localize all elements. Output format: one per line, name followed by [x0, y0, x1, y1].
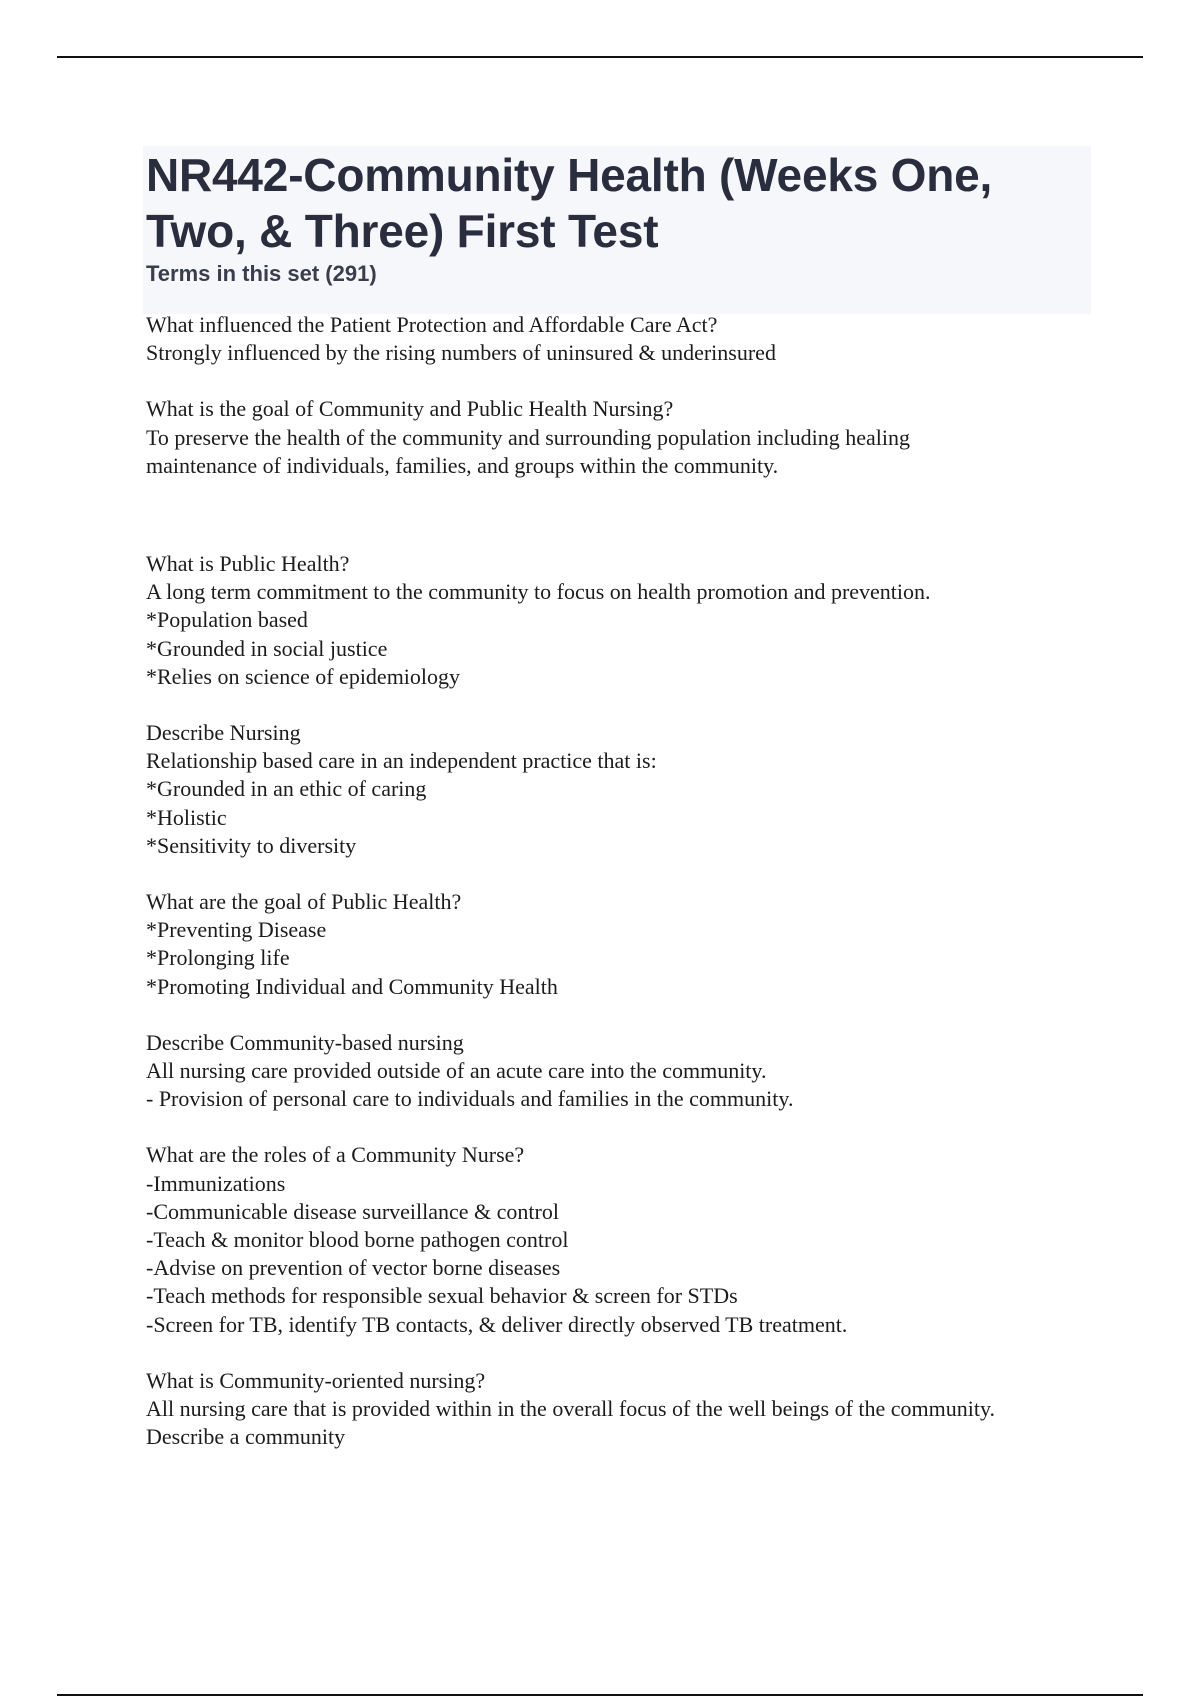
term-answer-line: To preserve the health of the community and surrounding population including healing	[146, 424, 911, 450]
term-answer-line: *Prolonging life	[146, 945, 290, 971]
term-card	[146, 1141, 1106, 1338]
term-answer-line: *Preventing Disease	[146, 917, 327, 943]
term-card	[146, 1423, 1106, 1451]
term-answer-line: Relationship based care in an independent practice that is:	[146, 748, 657, 774]
term-question: What influenced the Patient Protection and Affordable Care Act?	[146, 312, 718, 337]
term-answer-line: -Screen for TB, identify TB contacts, & deliver directly observed TB treatment.	[146, 1311, 848, 1337]
term-card	[146, 395, 1106, 480]
term-card	[146, 1367, 1106, 1423]
term-question: Describe Community-based nursing	[146, 1029, 464, 1055]
term-answer-line: - Provision of personal care to individuals and families in the community.	[146, 1086, 794, 1112]
term-answer-line: *Promoting Individual and Community Health	[146, 973, 558, 999]
term-card	[146, 1029, 1106, 1114]
term-answer-line: -Communicable disease surveillance & control	[146, 1198, 559, 1224]
term-card	[146, 888, 1106, 1001]
term-answer-line: All nursing care provided outside of an acute care into the community.	[146, 1058, 767, 1084]
term-card	[146, 719, 1106, 860]
title-line-2: Two, & Three) First Test	[146, 205, 659, 257]
term-answer-line: -Advise on prevention of vector borne diseases	[146, 1255, 561, 1281]
title-line-1: NR442-Community Health (Weeks One,	[146, 149, 993, 201]
term-answer-line: -Immunizations	[146, 1170, 286, 1196]
term-answer-line: All nursing care that is provided within in the overall focus of the well beings of the community.	[146, 1396, 996, 1422]
term-question: What is Public Health?	[146, 551, 350, 577]
term-answer-line: -Teach & monitor blood borne pathogen control	[146, 1227, 569, 1253]
bottom-rule	[57, 1694, 1143, 1696]
term-card	[146, 550, 1106, 691]
term-answer-line: *Population based	[146, 607, 308, 633]
term-question: Describe Nursing	[146, 720, 301, 746]
term-question: What is the goal of Community and Public Health Nursing?	[146, 396, 674, 422]
term-card	[146, 311, 1106, 367]
term-answer-line: maintenance of individuals, families, and groups within the community.	[146, 452, 779, 478]
term-answer-line: *Holistic	[146, 804, 227, 830]
term-answer-line: *Sensitivity to diversity	[146, 832, 357, 858]
document-header	[143, 146, 1091, 314]
top-rule	[57, 56, 1143, 58]
term-question: What are the goal of Public Health?	[146, 889, 462, 915]
term-answer-line: *Grounded in an ethic of caring	[146, 776, 427, 802]
term-question: What is Community-oriented nursing?	[146, 1367, 486, 1393]
term-answer-line: *Relies on science of epidemiology	[146, 663, 461, 689]
flashcard-list	[146, 311, 1106, 1452]
term-answer-line: *Grounded in social justice	[146, 635, 388, 661]
term-answer-line: -Teach methods for responsible sexual behavior & screen for STDs	[146, 1283, 738, 1309]
term-question: Describe a community	[146, 1424, 346, 1450]
term-question: What are the roles of a Community Nurse?	[146, 1142, 525, 1168]
term-answer-line: Strongly influenced by the rising numbers of uninsured & underinsured	[146, 340, 776, 366]
terms-count: Terms in this set (291)	[146, 261, 377, 286]
term-answer-line: A long term commitment to the community to focus on health promotion and prevention.	[146, 579, 931, 605]
document-title	[146, 146, 1091, 259]
